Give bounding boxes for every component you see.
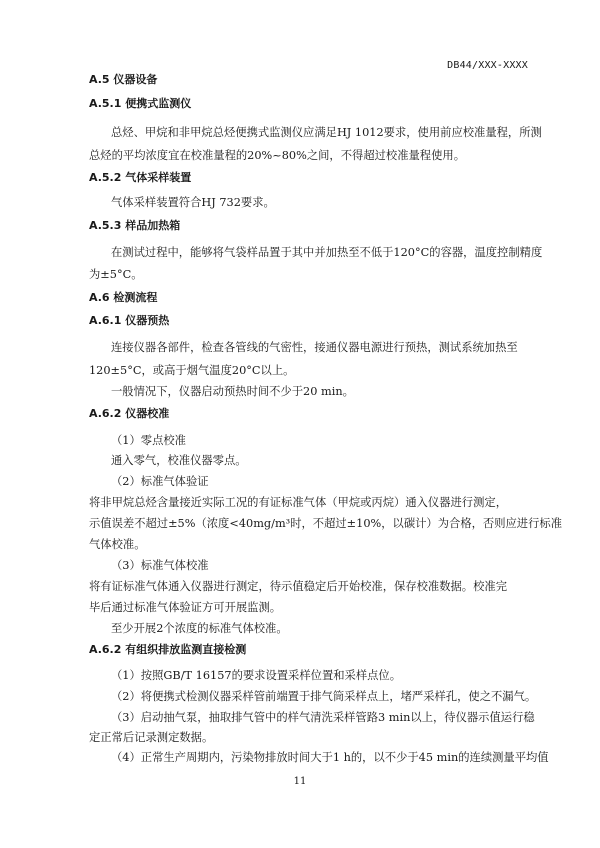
paragraph-line: 示值误差不超过±5%（浓度<40mg/m³时，不超过±10%，以碳计）为合格，否则应进行标准 [89, 517, 562, 530]
paragraph-line: 通入零气，校准仪器零点。 [111, 454, 247, 467]
section-heading-a5-2: A.5.2 气体采样装置 [89, 171, 192, 184]
section-heading-a5-3: A.5.3 样品加热箱 [89, 219, 181, 232]
page-number: 11 [293, 776, 307, 787]
list-item: （2）标准气体验证 [111, 475, 209, 488]
list-item: （4）正常生产周期内，污染物排放时间大于1 h的，以不少于45 min的连续测量平均值 [111, 751, 549, 764]
list-item: （2）将便携式检测仪器采样管前端置于排气筒采样点上，堵严采样孔，使之不漏气。 [111, 690, 537, 703]
list-item: （3）标准气体校准 [111, 559, 209, 572]
paragraph-line: 为±5°C。 [89, 268, 143, 281]
paragraph-line: 定正常后记录测定数据。 [89, 731, 214, 744]
paragraph-line: 总烃、甲烷和非甲烷总烃便携式监测仪应满足HJ 1012要求，使用前应校准量程，所测 [111, 126, 542, 139]
paragraph-line: 将非甲烷总烃含量接近实际工况的有证标准气体（甲烷或丙烷）通入仪器进行测定， [89, 496, 507, 509]
paragraph-line: 气体采样装置符合HJ 732要求。 [111, 196, 275, 209]
section-heading-a6-2: A.6.2 仪器校准 [89, 407, 170, 420]
section-heading-a6-1: A.6.1 仪器预热 [89, 314, 170, 327]
list-item: （1）按照GB/T 16157的要求设置采样位置和采样点位。 [111, 669, 402, 682]
section-heading-a5-1: A.5.1 便携式监测仪 [89, 97, 192, 110]
list-item: （1）零点校准 [111, 434, 186, 447]
paragraph-line: 将有证标准气体通入仪器进行测定，待示值稳定后开始校准，保存校准数据。校准完 [89, 580, 507, 593]
paragraph-line: 一般情况下，仪器启动预热时间不少于20 min。 [111, 385, 354, 398]
document-code: DB44/XXX-XXXX [447, 60, 528, 71]
paragraph-line: 至少开展2个浓度的标准气体校准。 [111, 622, 288, 635]
list-item: （3）启动抽气泵，抽取排气管中的样气清洗采样管路3 min以上，待仪器示值运行稳 [111, 711, 535, 724]
section-heading-a6-2-direct: A.6.2 有组织排放监测直接检测 [89, 643, 247, 656]
paragraph-line: 总烃的平均浓度宜在校准量程的20%~80%之间，不得超过校准量程使用。 [89, 149, 465, 162]
section-heading-a5: A.5 仪器设备 [89, 73, 158, 86]
paragraph-line: 毕后通过标准气体验证方可开展监测。 [89, 601, 282, 614]
paragraph-line: 气体校准。 [89, 538, 146, 551]
paragraph-line: 120±5°C，或高于烟气温度20°C以上。 [89, 364, 295, 377]
paragraph-line: 连接仪器各部件，检查各管线的气密性，接通仪器电源进行预热，测试系统加热至 [111, 341, 518, 354]
section-heading-a6: A.6 检测流程 [89, 291, 158, 304]
paragraph-line: 在测试过程中，能够将气袋样品置于其中并加热至不低于120°C的容器，温度控制精度 [111, 246, 543, 259]
